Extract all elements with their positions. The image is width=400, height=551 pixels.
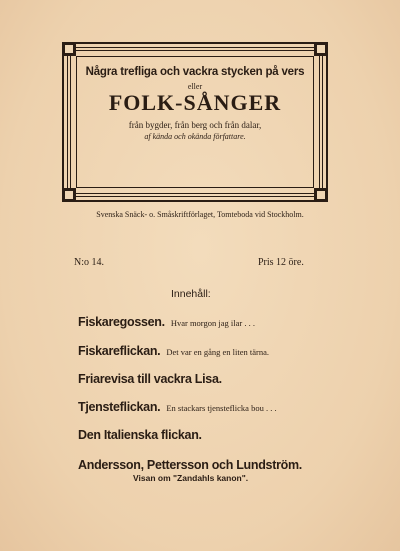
toc-entry-title: Andersson, Pettersson och Lundström. <box>78 458 302 472</box>
title-line-4: från bygder, från berg och från dalar, <box>128 120 262 130</box>
toc-entry-first-line: En stackars tjensteflicka bou . . . <box>166 403 277 413</box>
publisher-line: Svenska Snäck- o. Småskriftförlaget, Tomteboda vid Stockholm. <box>96 210 304 219</box>
toc-heading: Innehåll: <box>171 288 211 300</box>
toc-extra-line: Visan om "Zandahls kanon". <box>133 473 249 483</box>
toc-entry <box>78 370 222 388</box>
toc-entry-title: Friarevisa till vackra Lisa. <box>78 372 222 386</box>
toc-entry <box>78 398 277 416</box>
price: Pris 12 öre. <box>258 257 304 268</box>
issue-number: N:o 14. <box>74 257 104 268</box>
main-title: FOLK-SÅNGER <box>108 90 282 115</box>
toc-entry-first-line: Hvar morgon jag ilar . . . <box>170 318 255 328</box>
toc-entry <box>78 456 302 474</box>
toc-entry <box>78 313 255 331</box>
title-line-1: Några trefliga och vackra stycken på vers <box>85 66 305 78</box>
ornamental-frame <box>62 42 328 202</box>
title-line-2: eller <box>187 82 203 91</box>
toc-entry <box>78 342 269 360</box>
toc-entry-title: Tjensteflickan. <box>78 400 161 414</box>
frame-corner-ornament <box>62 188 76 202</box>
frame-corner-ornament <box>62 42 76 56</box>
toc-entry-title: Den Italienska flickan. <box>78 428 202 442</box>
toc-entry <box>78 426 202 444</box>
toc-entry-title: Fiskareflickan. <box>78 344 161 358</box>
frame-corner-ornament <box>314 42 328 56</box>
frame-corner-ornament <box>314 188 328 202</box>
toc-entry-first-line: Det var en gång en liten tärna. <box>166 347 270 357</box>
toc-entry-title: Fiskaregossen. <box>78 315 165 329</box>
title-line-5: af kända och okända författare. <box>144 132 246 141</box>
